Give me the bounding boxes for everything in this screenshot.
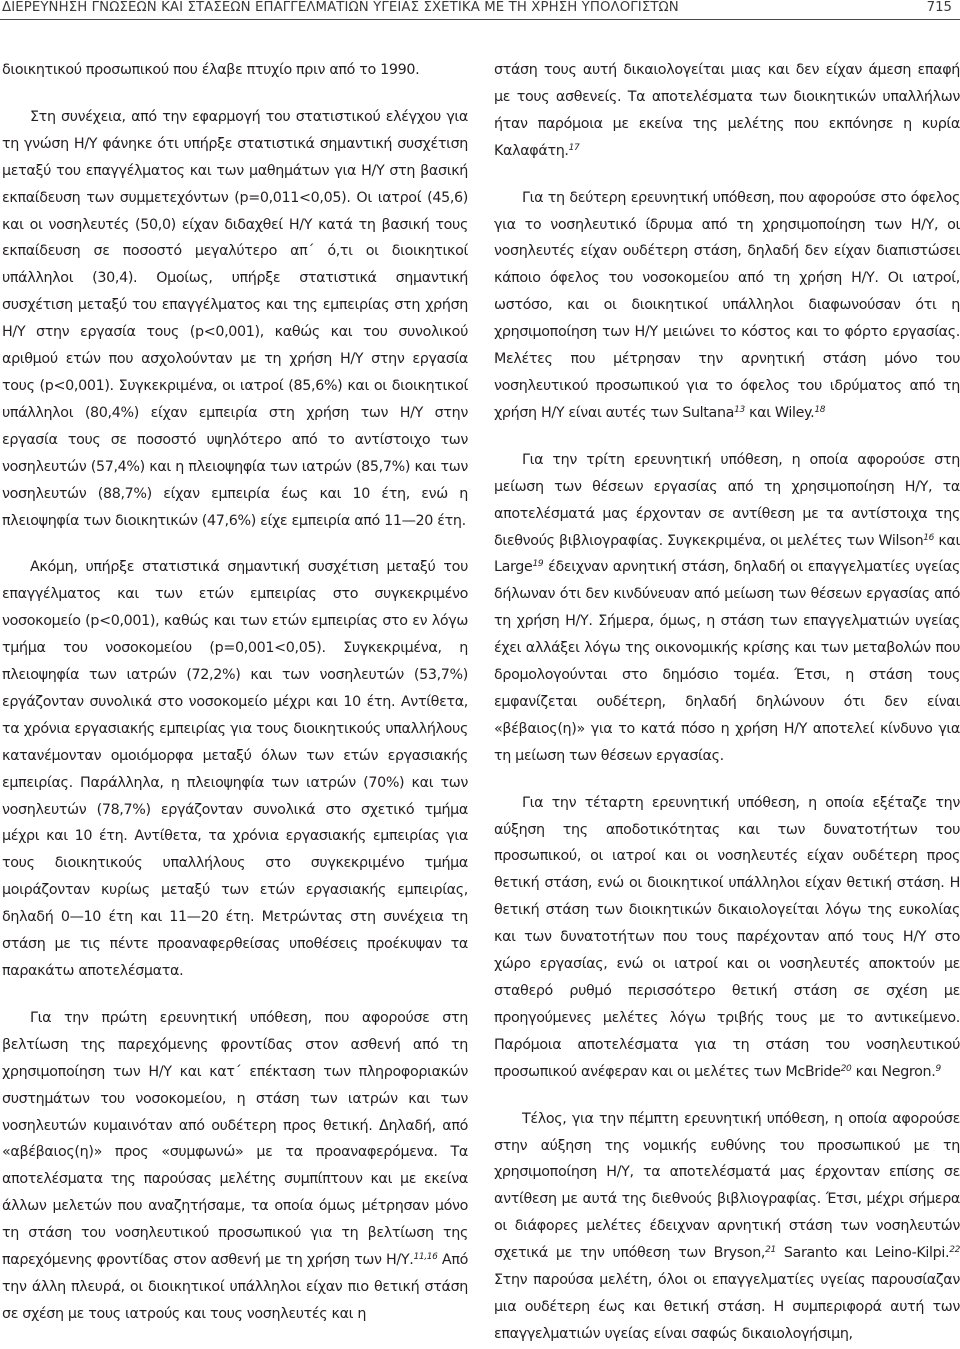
right-column — [494, 57, 960, 1348]
citation: 17 — [568, 142, 580, 153]
paragraph-continued — [494, 57, 960, 165]
paragraph-text: στάση τους αυτή δικαιολογείται μιας και δεν είχαν άμεση επαφή με τους ασθενείς. Τα αποτελέσματα των διοικητικών υπαλλήλων ήταν παρόμοια με εκείνα της μελέτης που εκπόνησε η κυρία Καλαφάτη. — [494, 62, 960, 159]
citation: 21 — [765, 1245, 776, 1256]
paragraph — [494, 185, 960, 427]
paragraph: Στη συνέχεια, από την εφαρμογή του στατιστικού ελέγχου για τη γνώση Η/Υ φάνηκε ότι υπήρξε στατιστικά σημαντική συσχέτιση μεταξύ του επαγγέλματος και των μαθημάτων για Η/Υ στη βασική εκπαίδευση των συμμετεχόντων (p=0,011<0,05). Οι ιατροί (45,6) και οι νοσηλευτές (50,0) είχαν διδαχθεί Η/Υ κατά τη βασική τους εκπαίδευση σε ποσοστό μεγαλύτερο απ΄ ό,τι οι διοικητικοί υπάλληλοι (30,4). Ομοίως, υπήρξε στατιστικά σημαντική συσχέτιση μεταξύ του επαγγέλματος και της εμπειρίας στη χρήση Η/Υ στην εργασία τους (p<0,001), καθώς και του συνολικού αριθμού ετών που ασχολούνταν με τη χρήση Η/Υ στην εργασία τους (p<0,001). Συγκεκριμένα, οι ιατροί (85,6%) και οι διοικητικοί υπάλληλοι (80,4%) είχαν εμπειρία στη χρήση των Η/Υ στην εργασία τους σε ποσοστό υψηλότερο από το αντίστοιχο των νοσηλευτών (57,4%) και η πλειοψηφία των ιατρών (85,7%) και των νοσηλευτών (88,7%) είχαν εμπειρία έως και 10 έτη, ενώ η πλειοψηφία των διοικητικών (47,6%) είχε εμπειρία από 11—20 έτη. — [2, 108, 468, 529]
paragraph-text: Saranto και Leino-Kilpi. — [775, 1245, 950, 1262]
page-number: 715 — [926, 0, 952, 15]
citation: 19 — [532, 559, 544, 570]
paragraph — [494, 1106, 960, 1348]
citation: 22 — [949, 1245, 960, 1256]
paragraph-text: και Negron. — [851, 1063, 936, 1080]
paragraph — [494, 447, 960, 770]
citation: 16 — [923, 532, 935, 543]
paragraph-text: Για την τρίτη ερευνητική υπόθεση, η οποία αφορούσε στη μείωση των θέσεων εργασίας από τη χρησιμοποίηση Η/Υ, τα αποτελέσματά μας έρχονταν σε αντίθεση με τα αντίστοιχα της διεθνούς βιβλιογραφίας. Συγκεκριμένα, οι μελέτες των Wilson — [494, 451, 960, 549]
citation: 9 — [935, 1063, 941, 1074]
citation: 11,16 — [413, 1252, 438, 1263]
citation: 20 — [840, 1063, 852, 1074]
paragraph — [2, 1005, 468, 1328]
paragraph-text: και Large — [494, 532, 960, 576]
header-divider — [0, 19, 960, 20]
citation: 18 — [814, 404, 826, 415]
left-column — [2, 57, 468, 1328]
paragraph-text: Για τη δεύτερη ερευνητική υπόθεση, που αφορούσε στο όφελος για το νοσηλευτικό ίδρυμα από τη χρησιμοποίηση των Η/Υ, οι νοσηλευτές είχαν ουδέτερη στάση, δηλαδή δεν είχαν διαπιστώσει κάποιο όφελος του νοσοκομείου από τη χρήση Η/Υ. Οι ιατροί, ωστόσο, και οι διοικητικοί υπάλληλοι διαφωνούσαν ότι η χρησιμοποίηση των Η/Υ μειώνει το κόστος και το φόρτο εργασίας. Μελέτες που μέτρησαν την αρνητική στάση μόνο του νοσηλευτικού προσωπικού για το όφελος του ιδρύματος από τη χρήση Η/Υ είναι αυτές των Sultana — [494, 189, 960, 421]
paragraph-text: και Wiley. — [744, 404, 815, 421]
paragraph-text: Για την τέταρτη ερευνητική υπόθεση, η οποία εξέταζε την αύξηση της αποδοτικότητας και των δυνατοτήτων του προσωπικού, οι ιατροί και οι νοσηλευτές είχαν ουδέτερη προς θετική στάση, ενώ οι διοικητικοί υπάλληλοι είχαν θετική στάση. Η θετική στάση των διοικητικών δικαιολογείται λόγω της ευκολίας και των δυνατοτήτων που τους παρέχονταν από τους Η/Υ στο χώρο εργασίας, ενώ οι ιατροί και οι νοσηλευτές αποκτούν με σταθερό ρυθμό περισσότερο θετική στάση σε σχέση με προηγούμενες μελέτες λόγω τριβής τους με το αντικείμενο. Παρόμοια αποτελέσματα για τη στάση του νοσηλευτικού προσωπικού ανέφεραν και οι μελέτες των McBride — [494, 794, 960, 1080]
running-title: ΔΙΕΡΕΥΝΗΣΗ ΓΝΩΣΕΩΝ ΚΑΙ ΣΤΑΣΕΩΝ ΕΠΑΓΓΕΛΜΑΤΙΩΝ ΥΓΕΙΑΣ ΣΧΕΤΙΚΑ ΜΕ ΤΗ ΧΡΗΣΗ ΥΠΟΛΟΓΙΣΤΩΝ — [2, 0, 679, 15]
paragraph-text: Τέλος, για την πέμπτη ερευνητική υπόθεση, η οποία αφορούσε στην αύξηση της νομικής ευθύνης του προσωπικού με τη χρησιμοποίηση Η/Υ, τα αποτελέσματά μας έρχονταν επίσης σε αντίθεση με αυτά της διεθνούς βιβλιογραφίας. Έτσι, μέχρι σήμερα οι διάφορες μελέτες έδειχναν αρνητική στάση των νοσηλευτών σχετικά με την υπόθεση των Bryson, — [494, 1110, 960, 1262]
paragraph — [494, 790, 960, 1086]
paragraph: Ακόμη, υπήρξε στατιστικά σημαντική συσχέτιση μεταξύ του επαγγέλματος και των ετών εμπειρίας στο συγκεκριμένο νοσοκομείο (p<0,001), καθώς και των ετών εμπειρίας στο εν λόγω τμήμα του νοσοκομείου (p=0,001<0,05). Συγκεκριμένα, η πλειοψηφία των ιατρών (72,2%) και των νοσηλευτών (53,7%) εργάζονταν συνολικά στο νοσοκομείο μέχρι και 10 έτη. Αντίθετα, τα χρόνια εργασιακής εμπειρίας για τους διοικητικούς υπαλλήλους κατανέμονταν ομοιόμορφα μεταξύ όλων των ετών εργασιακής εμπειρίας. Παράλληλα, η πλειοψηφία των ιατρών (70%) και των νοσηλευτών (78,7%) εργάζονταν συνολικά στο σχετικό τμήμα μέχρι και 10 έτη. Αντίθετα, τα χρόνια εργασιακής εμπειρίας για τους διοικητικούς υπαλλήλους στο συγκεκριμένο τμήμα μοιράζονταν κυρίως μεταξύ των ετών εργασιακής εμπειρίας, δηλαδή 0—10 έτη και 11—20 έτη. Μετρώντας στη συνέχεια τη στάση με τις πέντε προαναφερθείσας υποθέσεις προέκυψαν τα παρακάτω αποτελέσματα. — [2, 559, 468, 979]
paragraph-text: Από την άλλη πλευρά, οι διοικητικοί υπάλληλοι είχαν πιο θετική στάση σε σχέση με τους ιατρούς και τους νοσηλευτές και η — [2, 1252, 469, 1322]
paragraph-text: Στην παρούσα μελέτη, όλοι οι επαγγελματίες υγείας παρουσίαζαν μια ουδέτερη έως και θετική στάση. Η συμπεριφορά αυτή των επαγγελματιών υγείας είναι σαφώς δικαιολογήσιμη, — [494, 1272, 960, 1342]
citation: 13 — [734, 404, 745, 415]
running-header — [0, 0, 960, 22]
paragraph-text: Για την πρώτη ερευνητική υπόθεση, που αφορούσε στη βελτίωση της παρεχόμενης φροντίδας στον ασθενή από τη χρησιμοποίηση των Η/Υ και κατ΄ επέκταση των πληροφοριακών συστημάτων του νοσοκομείου, η στάση των ιατρών και των νοσηλευτών κυμαινόταν από ουδέτερη προς θετική. Δηλαδή, από «αβέβαιος(η)» προς «συμφωνώ» με τα προαναφερόμενα. Τα αποτελέσματα της παρούσας μελέτης συμπίπτουν και με εκείνα άλλων μελετών που αναζητήσαμε, τα οποία όμως μέτρησαν μόνο τη στάση του νοσηλευτικού προσωπικού για τη βελτίωση της παρεχόμενης φροντίδας στον ασθενή με τη χρήση των Η/Υ. — [2, 1009, 468, 1269]
paragraph-text: έδειχναν αρνητική στάση, δηλαδή οι επαγγελματίες υγείας δήλωναν ότι δεν κινδύνευαν από μείωση των θέσεων εργασίας από τη χρήση Η/Υ. Σήμερα, όμως, η στάση των επαγγελματιών υγείας έχει αλλάξει λόγω της οικονομικής κρίσης και των μεταβολών που δρομολογούνται στο δημόσιο τομέα. Έτσι, η στάση τους εμφανίζεται ουδέτερη, δηλαδή δηλώνουν ότι δεν είναι «βέβαιος(η)» για το κατά πόσο η χρήση Η/Υ αποτελεί κίνδυνο για τη μείωση των θέσεων εργασίας. — [494, 559, 960, 764]
paragraph-continued: διοικητικού προσωπικού που έλαβε πτυχίο πριν από το 1990. — [2, 62, 420, 78]
